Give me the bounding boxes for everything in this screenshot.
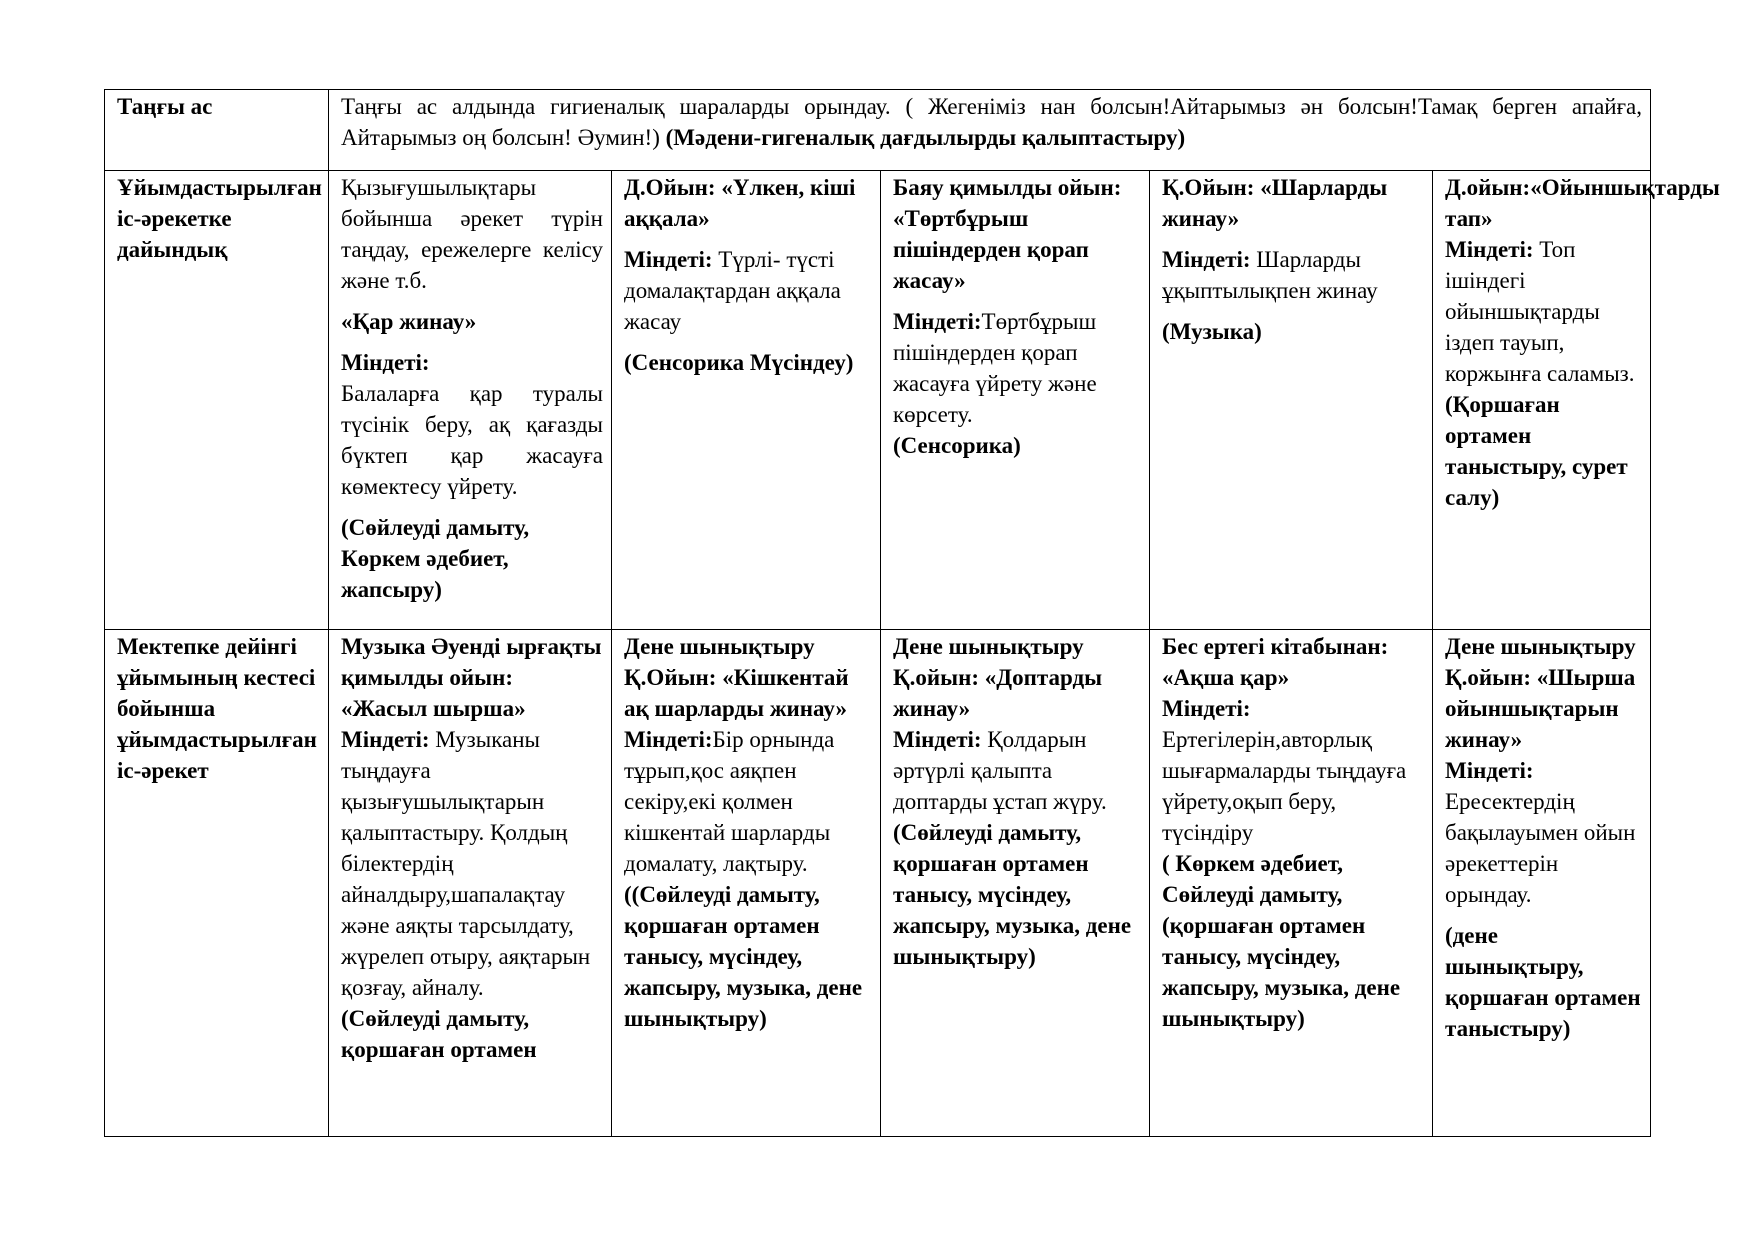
cell-task-label: Міндеті: [893, 309, 982, 334]
cell-task-label: Міндеті: [1445, 758, 1534, 783]
cell-areas: (Сөйлеуді дамыту, қоршаған ортамен [341, 1006, 537, 1062]
cell-areas: (Қоршаған ортамен таныстыру, сурет салу) [1445, 392, 1628, 510]
cell-task-label: Міндеті: [1162, 696, 1251, 721]
cell-areas: ((Сөйлеуді дамыту, қоршаған ортамен танысу, мүсіндеу, жапсыру, музыка, дене шынықтыру) [624, 882, 863, 1031]
cell-title: Дене шынықтыру Қ.Ойын: «Кішкентай ақ шарларды жинау» [624, 634, 849, 721]
cell-areas: (Музыка) [1162, 319, 1262, 344]
activity-cell [329, 171, 612, 630]
cell-task-label: Міндеті: [893, 727, 982, 752]
table-row [105, 630, 1651, 1137]
cell-areas: (дене шынықтыру, қоршаған ортамен таныстыру) [1445, 923, 1641, 1041]
cell-task: Шарларды ұқыптылықпен жинау [1162, 247, 1378, 303]
activity-cell [1433, 171, 1720, 630]
cell-task-label: Міндеті: [341, 350, 430, 375]
cell-areas: (Сенсорика) [893, 433, 1021, 458]
cell-task-label: Міндеті: [624, 727, 713, 752]
cell-title: Музыка Әуенді ырғақты қимылды ойын: «Жасыл шырша» [341, 634, 602, 721]
cell-task-label: Міндеті: [341, 727, 430, 752]
activity-cell [1150, 630, 1433, 1137]
activity-cell [881, 171, 1150, 630]
cell-title: Бес ертегі кітабынан: «Ақша қар» [1162, 634, 1389, 690]
breakfast-cell [329, 90, 1651, 171]
cell-areas: (Сенсорика Мүсіндеу) [624, 350, 854, 375]
cell-intro: Қызығушылықтары бойынша әрекет түрін таңдау, ережелерге келісу және т.б. [341, 175, 603, 293]
cell-title: Баяу қимылды ойын: «Төртбұрыш пішіндерден қорап жасау» [893, 175, 1122, 293]
cell-title: Д.Ойын: «Үлкен, кіші аққала» [624, 175, 856, 231]
cell-task-label: Міндеті: [1445, 237, 1534, 262]
row-header-preparation: Ұйымдастырылған іс-әрекетке дайындық [105, 171, 329, 630]
breakfast-text: Таңғы ас алдында гигиеналық шараларды орындау. ( Жегеніміз нан болсын!Айтарымыз ән болсын!Тамақ берген апайға, Айтарымыз оң болсын! Әумин!) [341, 94, 1642, 150]
activity-cell [612, 630, 881, 1137]
cell-task: Ертегілерін,авторлық шығармаларды тыңдауға үйрету,оқып беру, түсіндіру [1162, 727, 1407, 845]
breakfast-bold-note: (Мәдени-гигеналық дағдылырды қалыптастыру) [665, 125, 1186, 150]
cell-task: Ересектердің бақылауымен ойын әрекеттерін орындау. [1445, 789, 1636, 907]
cell-title: «Қар жинау» [341, 309, 477, 334]
cell-title: Д.ойын:«Ойыншықтарды тап» [1445, 175, 1720, 231]
cell-areas: (Сөйлеуді дамыту, қоршаған ортамен танысу, мүсіндеу, жапсыру, музыка, дене шынықтыру) [893, 820, 1132, 969]
cell-task-label: Міндеті: [1162, 247, 1251, 272]
table-row [105, 171, 1651, 630]
activity-cell [329, 630, 612, 1137]
activity-cell [1150, 171, 1433, 630]
cell-task: Топ ішіндегі ойыншықтарды іздеп тауып, коржынға саламыз. [1445, 237, 1635, 386]
activity-cell [1433, 630, 1651, 1137]
cell-task: Бір орнында тұрып,қос аяқпен секіру,екі қолмен кішкентай шарларды домалату, лақтыру. [624, 727, 835, 876]
cell-task: Қолдарын әртүрлі қалыпта доптарды ұстап жүру. [893, 727, 1107, 814]
cell-task-label: Міндеті: [624, 247, 713, 272]
cell-areas: ( Көркем әдебиет, Сөйлеуді дамыту, (қоршаған ортамен танысу, мүсіндеу, жапсыру, музыка, дене шынықтыру) [1162, 851, 1401, 1031]
activity-cell [881, 630, 1150, 1137]
cell-task: Балаларға қар туралы түсінік беру, ақ қағазды бүктеп қар жасауға көмектесу үйрету. [341, 381, 603, 499]
table-row [105, 90, 1651, 171]
cell-title: Дене шынықтыру Қ.ойын: «Шырша ойыншықтарын жинау» [1445, 634, 1636, 752]
activity-cell [612, 171, 881, 630]
cell-task: Музыканы тыңдауға қызығушылықтарын қалыптастыру. Қолдың білектердің айналдыру,шапалақтау және аяқты тарсылдату, жүрелеп отыру, аяқтарын қозғау, айналу. [341, 727, 591, 1000]
row-header-scheduled-activity: Мектепке дейінгі ұйымының кестесі бойынша ұйымдастырылған іс-әрекет [105, 630, 329, 1137]
cell-task: Төртбұрыш пішіндерден қорап жасауға үйрету және көрсету. [893, 309, 1097, 427]
cell-areas: (Сөйлеуді дамыту, Көркем әдебиет, жапсыру) [341, 515, 530, 602]
cell-title: Қ.Ойын: «Шарларды жинау» [1162, 175, 1388, 231]
row-header-breakfast: Таңғы ас [105, 90, 329, 171]
cell-title: Дене шынықтыру Қ.ойын: «Доптарды жинау» [893, 634, 1103, 721]
daily-plan-table [104, 89, 1720, 1137]
cell-task: Түрлі- түсті домалақтардан аққала жасау [624, 247, 841, 334]
